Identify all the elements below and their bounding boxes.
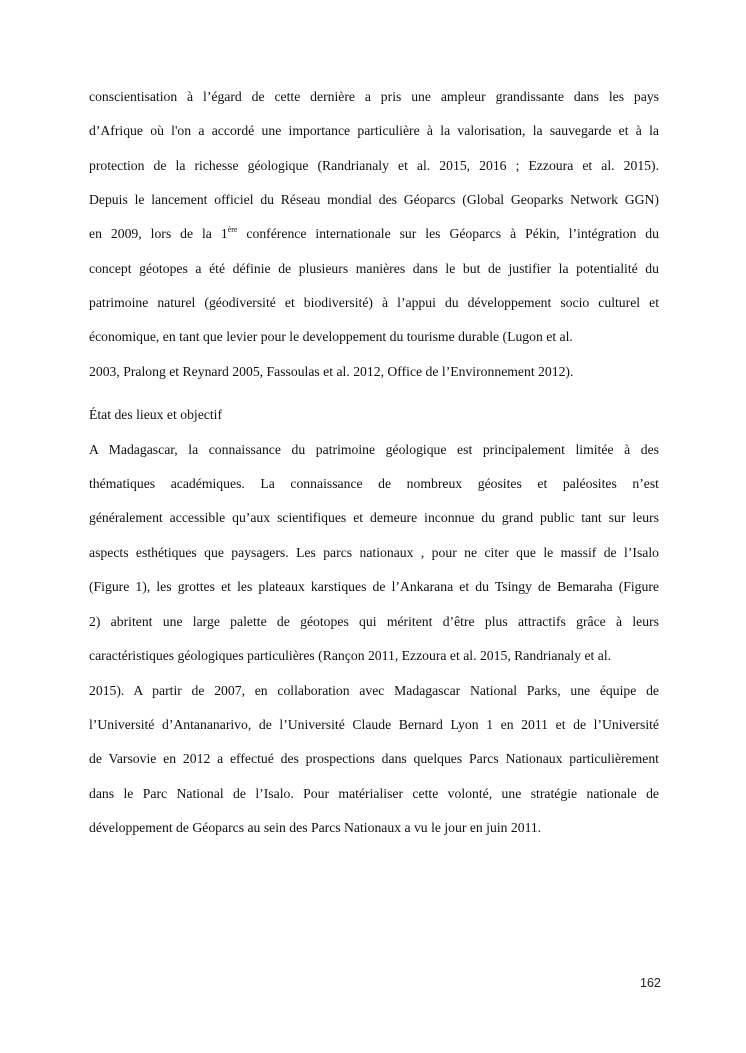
text-line: (Figure 1), les grottes et les plateaux karstiques de l’Ankarana et du Tsingy de Bemaraha (Figure [89, 579, 659, 594]
text-line: développement de Géoparcs au sein des Parcs Nationaux a vu le jour en juin 2011. [89, 820, 542, 835]
text-line: généralement accessible qu’aux scientifiques et demeure inconnue du grand public tant sur leurs [89, 510, 659, 525]
text-line: patrimoine naturel (géodiversité et biodiversité) à l’appui du développement socio culturel et [89, 295, 659, 310]
text-line: 2003, Pralong et Reynard 2005, Fassoulas et al. 2012, Office de l’Environnement 2012). [89, 364, 574, 379]
text-fragment: en 2009, lors de la 1 [89, 226, 228, 241]
text-line: A Madagascar, la connaissance du patrimoine géologique est principalement limitée à des [89, 442, 659, 457]
text-line: d’Afrique où l'on a accordé une importance particulière à la valorisation, la sauvegarde et à la [89, 123, 659, 138]
text-line: 2015). A partir de 2007, en collaboration avec Madagascar National Parks, une équipe de [89, 683, 659, 698]
text-line: caractéristiques géologiques particulières (Rançon 2011, Ezzoura et al. 2015, Randrianaly et al. [89, 648, 612, 663]
text-fragment: conférence internationale sur les Géoparcs à Pékin, l’intégration du [237, 226, 659, 241]
text-line: protection de la richesse géologique (Randrianaly et al. 2015, 2016 ; Ezzoura et al. 2015). [89, 158, 659, 173]
text-line: de Varsovie en 2012 a effectué des prospections dans quelques Parcs Nationaux particulièrement [89, 751, 659, 766]
text-line [89, 225, 659, 243]
text-line: thématiques académiques. La connaissance de nombreux géosites et paléosites n’est [89, 476, 659, 491]
page-number: 162 [640, 976, 661, 990]
section-heading: État des lieux et objectif [89, 407, 223, 422]
text-line: dans le Parc National de l’Isalo. Pour matérialiser cette volonté, une stratégie nationale de [89, 786, 659, 801]
text-line: 2) abritent une large palette de géotopes qui méritent d’être plus attractifs grâce à leurs [89, 614, 659, 629]
text-line: aspects esthétiques que paysagers. Les parcs nationaux , pour ne citer que le massif de l’Isalo [89, 545, 659, 560]
text-line: conscientisation à l’égard de cette dernière a pris une ampleur grandissante dans les pays [89, 89, 659, 104]
text-line: l’Université d’Antananarivo, de l’Université Claude Bernard Lyon 1 en 2011 et de l’Université [89, 717, 659, 732]
superscript: ère [227, 225, 238, 234]
text-line: économique, en tant que levier pour le developpement du tourisme durable (Lugon et al. [89, 329, 573, 344]
text-line: concept géotopes a été définie de plusieurs manières dans le but de justifier la potentialité du [89, 261, 659, 276]
text-line: Depuis le lancement officiel du Réseau mondial des Géoparcs (Global Geoparks Network GGN) [89, 192, 659, 207]
